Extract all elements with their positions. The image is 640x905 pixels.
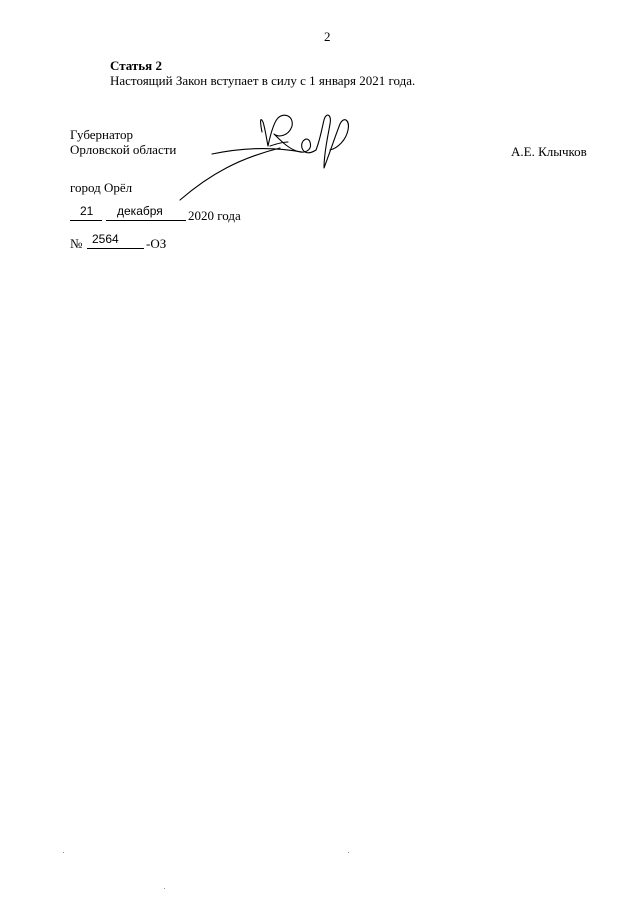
law-number-blank-line <box>87 248 144 249</box>
page-number: 2 <box>324 29 331 44</box>
date-day-blank-line <box>70 220 102 221</box>
city-label: город Орёл <box>70 180 133 195</box>
law-number-prefix: № <box>70 236 83 251</box>
article-text: Настоящий Закон вступает в силу с 1 января 2021 года. <box>110 73 416 88</box>
date-month-blank-line <box>106 220 186 221</box>
handwritten-signature <box>170 102 360 212</box>
scan-speck <box>348 852 349 853</box>
governor-title-line1: Губернатор <box>70 127 133 142</box>
law-number-suffix: -ОЗ <box>146 236 167 251</box>
date-month-stamp: декабря <box>117 204 163 218</box>
date-day-stamp: 21 <box>80 204 94 218</box>
governor-name: А.Е. Клычков <box>511 144 587 159</box>
scan-speck <box>63 852 64 853</box>
governor-title-line2: Орловской области <box>70 142 177 157</box>
law-number-stamp: 2564 <box>92 232 119 246</box>
article-title: Статья 2 <box>110 58 162 73</box>
date-year-text: 2020 года <box>188 208 241 223</box>
scan-speck <box>164 888 165 889</box>
